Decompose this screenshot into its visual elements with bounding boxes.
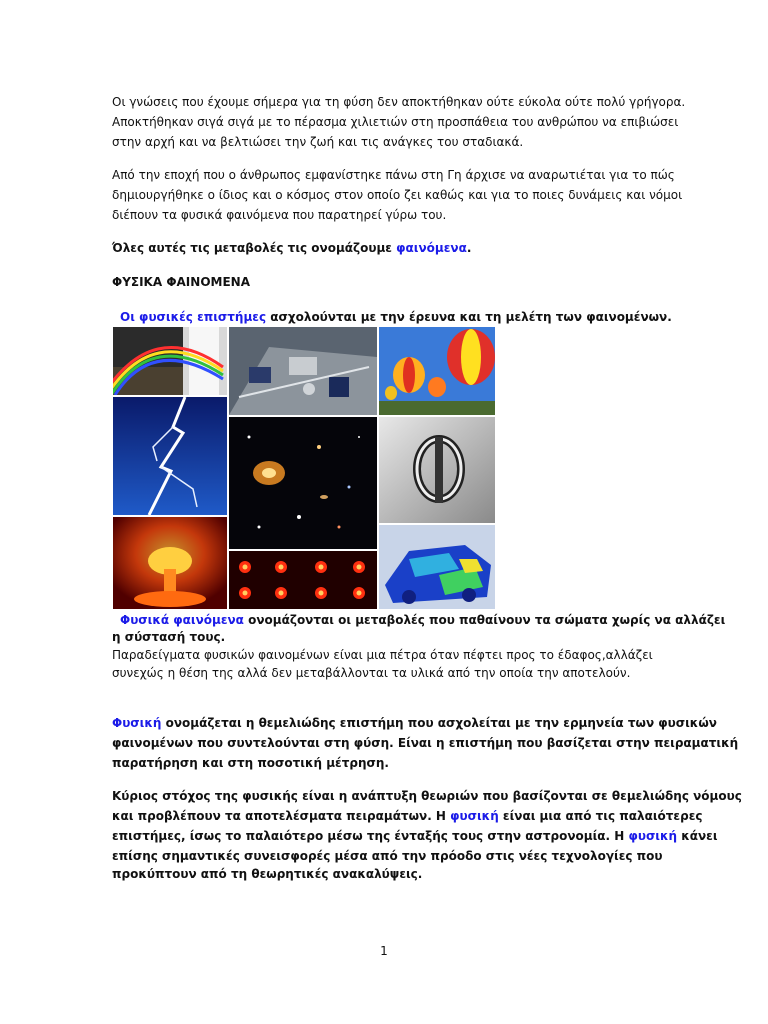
physics-goal-line-2-text: και προβλέπουν τα αποτελέσματα πειραμάτων. Η (112, 809, 451, 823)
hot-air-balloons-image (379, 327, 495, 415)
intro-line-1: Οι γνώσεις που έχουμε σήμερα για τη φύση δεν αποκτήθηκαν ούτε εύκολα ούτε πολύ γρήγορα. (112, 95, 686, 109)
physics-goal-line-3 (112, 828, 718, 844)
origin-line-2: δημιουργήθηκε ο ίδιος και ο κόσμος στον οποίο ζει καθώς και για το ποιες δυνάμεις και νόμοι (112, 188, 683, 202)
sciences-text: ασχολούνται με την έρευνα και τη μελέτη των φαινομένων. (266, 310, 672, 324)
section-heading: ΦΥΣΙΚΑ ΦΑΙΝΟΜΕΝΑ (112, 275, 250, 289)
physical-phenomena-line-1 (120, 612, 725, 628)
lightning-image (113, 397, 227, 515)
physics-goal-line-3-text: επιστήμες, ίσως το παλαιότερο μέσω της ένταξής τους στην αστρονομία. Η (112, 829, 629, 843)
nuclear-explosion-image (113, 517, 227, 609)
phenomena-text: Όλες αυτές τις μεταβολές τις ονομάζουμε (112, 241, 397, 255)
intro-line-2: Αποκτήθηκαν σιγά σιγά με το πέρασμα χιλιετιών στη προσπάθεια του ανθρώπου να επιβιώσει (112, 115, 679, 129)
phenomena-link[interactable]: φαινόμενα (396, 241, 467, 255)
spiral-galaxy-image (229, 417, 377, 549)
physical-phenomena-text: ονομάζονται οι μεταβολές που παθαίνουν τα σώματα χωρίς να αλλάζει (243, 613, 726, 627)
origin-line-1: Από την εποχή που ο άνθρωπος εμφανίστηκε πάνω στη Γη άρχισε να αναρωτιέται για το πώς (112, 168, 675, 182)
physics-goal-line-2-end: είναι μια από τις παλαιότερες (498, 809, 703, 823)
examples-line-2: συνεχώς η θέση της αλλά δεν μεταβάλλονται τα υλικά από την οποία την αποτελούν. (112, 666, 631, 680)
physics-goal-link-1[interactable]: φυσική (450, 809, 499, 823)
physical-phenomena-line-2: η σύστασή τους. (112, 630, 226, 644)
physics-goal-line-1: Κύριος στόχος της φυσικής είναι η ανάπτυξη θεωριών που βασίζονται σε θεμελιώδης νόμους (112, 789, 742, 803)
origin-line-3: διέπουν τα φυσικά φαινόμενα που παρατηρεί γύρω του. (112, 208, 447, 222)
sciences-link[interactable]: Οι φυσικές επιστήμες (120, 310, 267, 324)
physics-goal-line-2 (112, 808, 702, 824)
diffraction-pattern-image (229, 551, 377, 609)
intro-line-3: στην αρχή και να βελτιώσει την ζωή και τις ανάγκες του σταδιακά. (112, 135, 524, 149)
phenomena-sentence (112, 240, 471, 256)
rainbow-waterfall-image (113, 327, 227, 395)
sciences-sentence (120, 309, 672, 325)
physics-definition-line-2: φαινομένων που συντελούνται στη φύση. Είναι η επιστήμη που βασίζεται στην πειραματική (112, 736, 739, 750)
page-number: 1 (380, 944, 388, 958)
physical-phenomena-link[interactable]: Φυσικά φαινόμενα (120, 613, 244, 627)
physics-goal-line-3-end: κάνει (677, 829, 718, 843)
physics-link[interactable]: Φυσική (112, 716, 162, 730)
physics-goal-link-2[interactable]: φυσική (628, 829, 678, 843)
physics-goal-line-5: προκύπτουν από τη θεωρητικές ανακαλύψεις. (112, 867, 423, 881)
phenomena-collage (113, 327, 495, 609)
physics-goal-line-4: επίσης σημαντικές συνεισφορές μέσα από την πρόοδο στις νέες τεχνολογίες που (112, 849, 663, 863)
phenomena-end: . (466, 241, 472, 255)
physics-definition-line-3: παρατήρηση και στη ποσοτική μέτρηση. (112, 756, 389, 770)
examples-line-1: Παραδείγματα φυσικών φαινομένων είναι μια πέτρα όταν πέφτει προς το έδαφος,αλλάζει (112, 648, 653, 662)
physics-definition-line-1 (112, 715, 717, 731)
laboratory-optics-image (229, 327, 377, 415)
vortex-ring-image (379, 417, 495, 523)
car-crash-simulation-image (379, 525, 495, 609)
physics-definition-text: ονομάζεται η θεμελιώδης επιστήμη που ασχολείται με την ερμηνεία των φυσικών (161, 716, 717, 730)
